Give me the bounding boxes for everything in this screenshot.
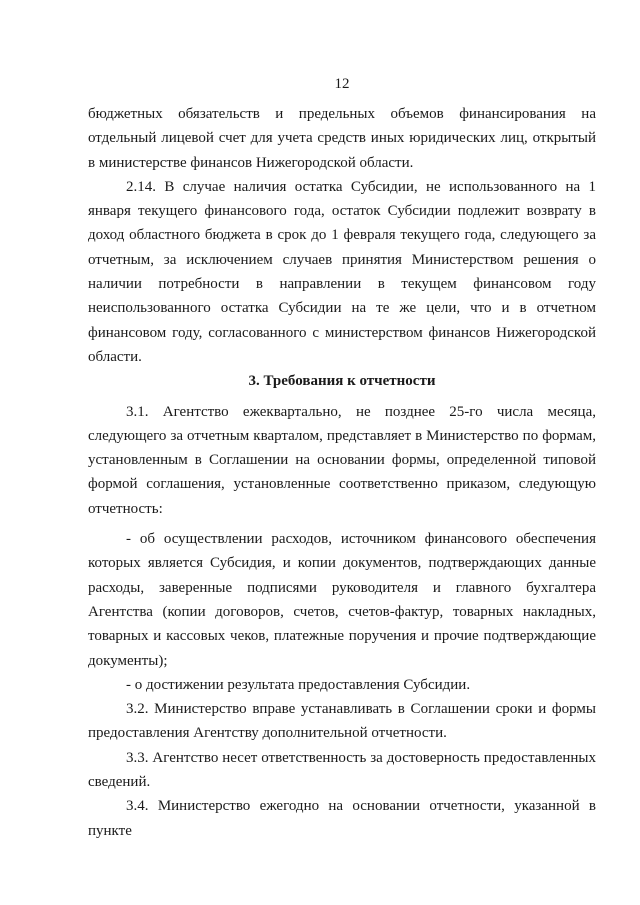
paragraph-3-4: 3.4. Министерство ежегодно на основании отчетности, указанной в пункте (88, 798, 596, 839)
paragraph-2-14: 2.14. В случае наличия остатка Субсидии, не использованного на 1 января текущего финансового года, остаток Субсидии подлежит возврату в доход областного бюджета в срок до 1 февраля текущего года, следующего за отчетным, за исключением случаев принятия Министерством решения о наличии потребности в направлении в текущем финансовом году неиспользованного остатка Субсидии на те же цели, что и в отчетном финансовом году, согласованного с министерством финансов Нижегородской области. (88, 178, 596, 365)
paragraph-3-1: 3.1. Агентство ежеквартально, не позднее 25-го числа месяца, следующего за отчетным кварталом, представляет в Министерство по формам, установленным в Соглашении на основании формы, определенной типовой формой соглашения, установленные соответственно приказом, следующую отчетность: (88, 403, 596, 517)
list-item-result: - о достижении результата предоставления Субсидии. (126, 676, 471, 693)
paragraph-3-3: 3.3. Агентство несет ответственность за достоверность предоставленных сведений. (88, 749, 596, 791)
page-number: 12 (334, 76, 350, 92)
paragraph-3-2: 3.2. Министерство вправе устанавливать в Соглашении сроки и формы предоставления Агентству дополнительной отчетности. (88, 701, 596, 742)
paragraph-continuation: бюджетных обязательств и предельных объемов финансирования на отдельный лицевой счет для учета средств иных юридических лиц, открытый в министерстве финансов Нижегородской области. (88, 106, 596, 171)
document-body (88, 102, 596, 843)
list-item-expenses: - об осуществлении расходов, источником финансового обеспечения которых является Субсидия, и копии документов, подтверждающих данные расходы, заверенные подписями руководителя и главного бухгалтера Агентства (копии договоров, счетов, счетов-фактур, товарных накладных, товарных и кассовых чеков, платежные поручения и прочие подтверждающие документы); (88, 531, 596, 669)
section-heading: 3. Требования к отчетности (248, 373, 436, 390)
